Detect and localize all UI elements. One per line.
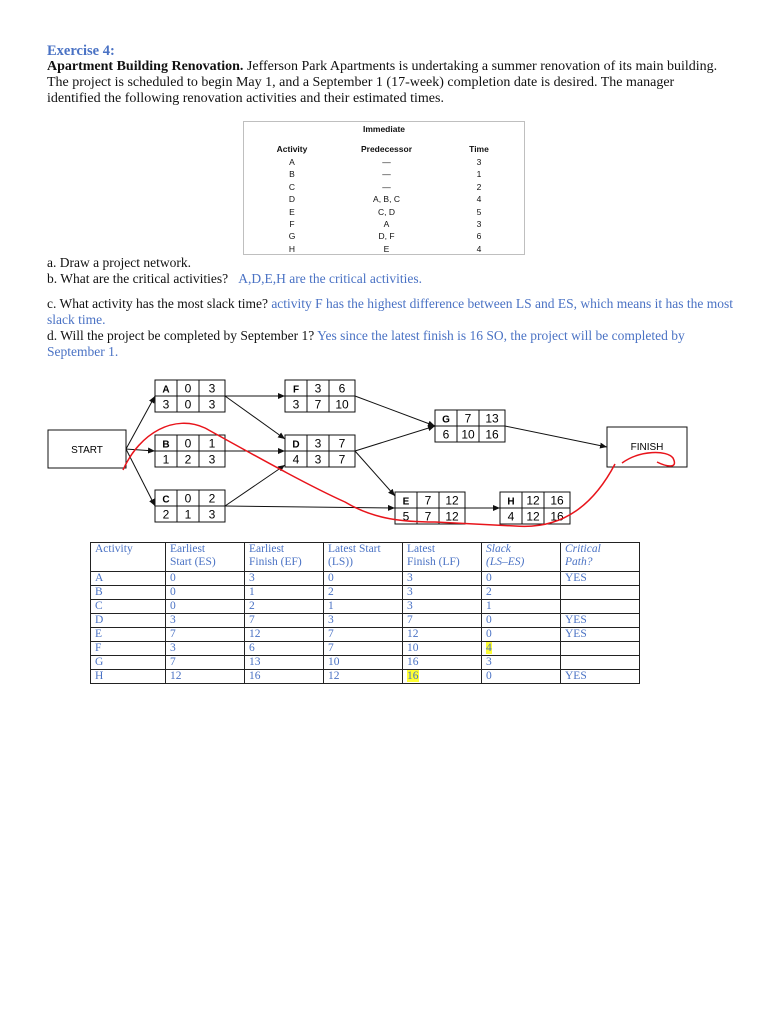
- pred-cell: 6: [476, 231, 482, 242]
- activity-node-g: [435, 410, 505, 442]
- cell-value: 13: [249, 656, 261, 668]
- cell-value: 2: [328, 586, 334, 598]
- pred-cell: —: [382, 169, 391, 180]
- node-cell: 12: [445, 509, 459, 524]
- node-cell: 0: [184, 436, 192, 451]
- node-cell: 1: [162, 452, 170, 467]
- node-cell: 3: [314, 381, 322, 396]
- table-cell: [166, 586, 245, 600]
- cell-value: 7: [249, 614, 255, 626]
- table-cell: [166, 670, 245, 684]
- activity-node-c: [155, 490, 225, 522]
- cell-value: 3: [407, 572, 413, 584]
- table-cell: [482, 656, 561, 670]
- cell-value: 0: [170, 586, 176, 598]
- pred-cell: B: [289, 169, 295, 180]
- question-d: [47, 328, 737, 360]
- node-cell: A: [162, 384, 170, 396]
- arrow-f-g: [355, 396, 435, 426]
- table-cell: [324, 656, 403, 670]
- pred-cell: D, F: [378, 231, 395, 242]
- question-c-text: c. What activity has the most slack time?: [47, 296, 268, 311]
- table-cell: [482, 642, 561, 656]
- node-cell: 7: [424, 493, 432, 508]
- table-cell: [91, 572, 166, 586]
- cell-value: F: [95, 642, 102, 654]
- node-cell: 16: [485, 427, 499, 442]
- table-cell: [403, 586, 482, 600]
- pred-header-predecessor: Predecessor: [360, 144, 413, 154]
- node-cell: 12: [445, 493, 459, 508]
- table-cell: [166, 656, 245, 670]
- table-cell: [403, 670, 482, 684]
- arrow-a-d: [225, 396, 285, 439]
- header-line: Finish (EF): [249, 556, 302, 568]
- header-line: Latest Start: [328, 543, 381, 555]
- pred-cell: A: [289, 157, 295, 167]
- results-header-3: [324, 543, 403, 572]
- pred-header-immediate: Immediate: [362, 124, 406, 134]
- table-cell: [324, 670, 403, 684]
- cell-value: 1: [486, 600, 492, 612]
- activity-node-f: [285, 380, 355, 412]
- pred-cell: 3: [476, 157, 482, 167]
- node-cell: 6: [338, 381, 346, 396]
- pred-cell: F: [289, 219, 295, 229]
- header-line: (LS)): [328, 556, 353, 568]
- results-header-4: [403, 543, 482, 572]
- table-cell: [561, 642, 640, 656]
- table-cell: [403, 614, 482, 628]
- table-cell: [324, 628, 403, 642]
- start-label: START: [71, 445, 103, 456]
- node-cell: 6: [442, 427, 450, 442]
- table-cell: [561, 614, 640, 628]
- cell-value: 3: [170, 642, 176, 654]
- table-cell: [561, 656, 640, 670]
- node-cell: 2: [162, 507, 170, 522]
- pred-cell: C, D: [378, 206, 395, 217]
- node-cell: 3: [292, 397, 300, 412]
- arrow-c-e: [225, 506, 395, 508]
- pred-cell: 4: [476, 194, 482, 205]
- results-header-0: [91, 543, 166, 572]
- intro-paragraph: [47, 59, 727, 107]
- table-cell: [245, 600, 324, 614]
- pred-cell: 3: [476, 219, 482, 229]
- cell-value: 10: [328, 656, 340, 668]
- cell-value: 10: [407, 642, 419, 654]
- node-cell: 3: [208, 381, 216, 396]
- cell-value: 7: [407, 614, 413, 626]
- table-cell: [403, 642, 482, 656]
- cell-value: 0: [486, 572, 492, 584]
- table-cell: [403, 656, 482, 670]
- table-cell: [482, 572, 561, 586]
- table-cell: [561, 600, 640, 614]
- node-cell: 3: [314, 452, 322, 467]
- table-cell: [482, 600, 561, 614]
- header-line: Earliest: [249, 543, 285, 555]
- pred-header-time: Time: [469, 144, 489, 154]
- arrow-g-finish: [505, 426, 607, 447]
- cell-value: YES: [565, 572, 587, 584]
- cell-value: B: [95, 586, 103, 598]
- cell-value: C: [95, 600, 103, 612]
- cell-value: 12: [328, 670, 340, 682]
- node-cell: 4: [507, 509, 515, 524]
- results-header-6: [561, 543, 640, 572]
- header-line: Activity: [95, 543, 133, 555]
- node-cell: 0: [184, 381, 192, 396]
- header-line: Earliest: [170, 543, 206, 555]
- table-row: [91, 586, 640, 600]
- header-line: Slack: [486, 543, 511, 555]
- question-a: a. Draw a project network.: [47, 255, 191, 270]
- table-cell: [561, 628, 640, 642]
- cell-value: 1: [249, 586, 255, 598]
- table-cell: [91, 656, 166, 670]
- table-cell: [403, 600, 482, 614]
- table-cell: [166, 642, 245, 656]
- cell-value: 2: [249, 600, 255, 612]
- cell-value: 0: [486, 670, 492, 682]
- node-cell: 7: [424, 509, 432, 524]
- table-row: [91, 628, 640, 642]
- table-cell: [324, 572, 403, 586]
- header-line: Start (ES): [170, 556, 216, 568]
- table-cell: [482, 614, 561, 628]
- node-cell: 16: [550, 509, 564, 524]
- cell-value: A: [95, 572, 104, 584]
- cell-value: 7: [328, 628, 334, 640]
- node-cell: G: [442, 414, 450, 426]
- arrow-start-b: [126, 449, 155, 451]
- pred-cell: A: [383, 219, 390, 229]
- cell-value: 7: [170, 628, 176, 640]
- cell-value: 3: [249, 572, 255, 584]
- table-cell: [403, 628, 482, 642]
- pred-header-activity: Activity: [276, 144, 308, 154]
- header-line: Latest: [407, 543, 436, 555]
- table-cell: [245, 572, 324, 586]
- results-header-1: [166, 543, 245, 572]
- cell-value: YES: [565, 670, 587, 682]
- node-cell: 0: [184, 491, 192, 506]
- predecessor-table: [243, 121, 525, 255]
- question-c: [47, 296, 737, 328]
- project-network-diagram: [45, 372, 735, 532]
- cell-value: 1: [328, 600, 334, 612]
- table-row: [91, 656, 640, 670]
- header-line: Finish (LF): [407, 556, 460, 568]
- pred-cell: 1: [476, 169, 482, 180]
- node-cell: 13: [485, 411, 499, 426]
- table-row: [91, 642, 640, 656]
- answer-b: A,D,E,H are the critical activities.: [238, 271, 422, 286]
- cell-value: 12: [170, 670, 182, 682]
- pred-cell: —: [382, 157, 391, 167]
- node-cell: C: [162, 494, 170, 506]
- exercise-title: Exercise 4:: [47, 43, 115, 59]
- results-table: [90, 542, 640, 684]
- table-cell: [324, 642, 403, 656]
- table-cell: [482, 586, 561, 600]
- cell-value: 4: [486, 642, 492, 654]
- node-cell: 12: [526, 509, 540, 524]
- node-cell: 2: [208, 491, 216, 506]
- table-cell: [324, 600, 403, 614]
- pred-cell: 4: [476, 243, 482, 254]
- cell-value: YES: [565, 628, 587, 640]
- table-row: [91, 572, 640, 586]
- answer-d: Yes since the latest finish is 16 SO, the project will be completed by September 1.: [47, 328, 685, 359]
- node-cell: 3: [208, 397, 216, 412]
- pred-cell: —: [382, 181, 391, 192]
- cell-value: 16: [407, 656, 419, 668]
- table-cell: [245, 656, 324, 670]
- table-cell: [561, 572, 640, 586]
- node-cell: 5: [402, 509, 410, 524]
- pred-cell: E: [383, 243, 390, 254]
- node-cell: E: [402, 496, 410, 508]
- table-cell: [166, 628, 245, 642]
- node-cell: F: [292, 384, 300, 396]
- node-cell: 12: [526, 493, 540, 508]
- table-cell: [91, 670, 166, 684]
- cell-value: 0: [486, 614, 492, 626]
- cell-value: 0: [328, 572, 334, 584]
- activity-node-b: [155, 435, 225, 467]
- cell-value: E: [95, 628, 103, 640]
- table-cell: [91, 642, 166, 656]
- answer-c: activity F has the highest difference between LS and ES, which means it has the most slack time.: [47, 296, 733, 327]
- node-cell: 7: [338, 436, 346, 451]
- cell-value: H: [95, 670, 104, 682]
- arrow-c-d: [225, 465, 285, 506]
- header-line: Path?: [565, 556, 593, 568]
- node-cell: 1: [208, 436, 216, 451]
- table-cell: [324, 586, 403, 600]
- table-cell: [91, 614, 166, 628]
- activity-node-a: [155, 380, 225, 412]
- activity-node-d: [285, 435, 355, 467]
- arrow-d-g: [355, 426, 435, 451]
- cell-value: 0: [170, 572, 176, 584]
- node-cell: 3: [208, 452, 216, 467]
- table-cell: [561, 670, 640, 684]
- node-cell: 1: [184, 507, 192, 522]
- node-cell: 4: [292, 452, 300, 467]
- node-cell: 7: [464, 411, 472, 426]
- pred-cell: A, B, C: [373, 194, 400, 205]
- table-cell: [166, 600, 245, 614]
- node-cell: 0: [184, 397, 192, 412]
- intro-text: Jefferson Park Apartments is undertaking a summer renovation of its main building. The project is scheduled to begin May 1, and a September 1 (17-week) completion date is desired. The manager identified the following renovation activities and their estimated times.: [47, 59, 718, 106]
- question-b-text: b. What are the critical activities?: [47, 271, 229, 286]
- table-cell: [245, 586, 324, 600]
- table-cell: [166, 614, 245, 628]
- table-cell: [166, 572, 245, 586]
- cell-value: 7: [170, 656, 176, 668]
- table-cell: [482, 628, 561, 642]
- cell-value: 16: [249, 670, 261, 682]
- finish-label: FINISH: [630, 442, 664, 453]
- table-cell: [561, 586, 640, 600]
- header-line: (LS–ES): [486, 556, 525, 568]
- node-cell: D: [292, 439, 300, 451]
- node-cell: 10: [461, 427, 475, 442]
- node-cell: 7: [314, 397, 322, 412]
- node-cell: 2: [184, 452, 192, 467]
- table-cell: [482, 670, 561, 684]
- pred-cell: 5: [476, 206, 482, 217]
- activity-node-e: [395, 492, 465, 524]
- table-cell: [91, 600, 166, 614]
- cell-value: 0: [170, 600, 176, 612]
- pred-cell: D: [288, 194, 296, 205]
- cell-value: 7: [328, 642, 334, 654]
- header-line: Critical: [565, 543, 601, 555]
- node-cell: H: [507, 496, 515, 508]
- cell-value: D: [95, 614, 104, 626]
- table-row: [91, 614, 640, 628]
- arrow-start-a: [126, 396, 155, 449]
- pred-cell: H: [288, 243, 296, 254]
- question-d-text: d. Will the project be completed by September 1?: [47, 328, 315, 343]
- table-cell: [245, 642, 324, 656]
- cell-value: 3: [486, 656, 492, 668]
- table-cell: [403, 572, 482, 586]
- question-b: [47, 271, 737, 287]
- cell-value: 12: [407, 628, 419, 640]
- results-header-2: [245, 543, 324, 572]
- intro-bold: Apartment Building Renovation.: [47, 59, 244, 74]
- node-cell: 7: [338, 452, 346, 467]
- table-cell: [91, 628, 166, 642]
- table-cell: [91, 586, 166, 600]
- table-cell: [245, 628, 324, 642]
- cell-value: 3: [407, 586, 413, 598]
- pred-cell: G: [288, 231, 296, 242]
- table-cell: [245, 614, 324, 628]
- cell-value: 3: [328, 614, 334, 626]
- table-row: [91, 600, 640, 614]
- arrow-d-e: [355, 451, 395, 496]
- pred-cell: 2: [476, 181, 482, 192]
- cell-value: YES: [565, 614, 587, 626]
- pred-cell: E: [289, 206, 295, 217]
- cell-value: 0: [486, 628, 492, 640]
- cell-value: 3: [170, 614, 176, 626]
- node-cell: 16: [550, 493, 564, 508]
- node-cell: B: [162, 439, 170, 451]
- node-cell: 3: [162, 397, 170, 412]
- node-cell: 3: [314, 436, 322, 451]
- node-cell: 10: [335, 397, 349, 412]
- cell-value: 12: [249, 628, 261, 640]
- table-cell: [245, 670, 324, 684]
- table-row: [91, 670, 640, 684]
- table-cell: [324, 614, 403, 628]
- results-header-5: [482, 543, 561, 572]
- cell-value: G: [95, 656, 104, 668]
- cell-value: 2: [486, 586, 492, 598]
- cell-value: 6: [249, 642, 255, 654]
- cell-value: 3: [407, 600, 413, 612]
- pred-cell: C: [288, 181, 296, 192]
- node-cell: 3: [208, 507, 216, 522]
- cell-value: 16: [407, 670, 419, 682]
